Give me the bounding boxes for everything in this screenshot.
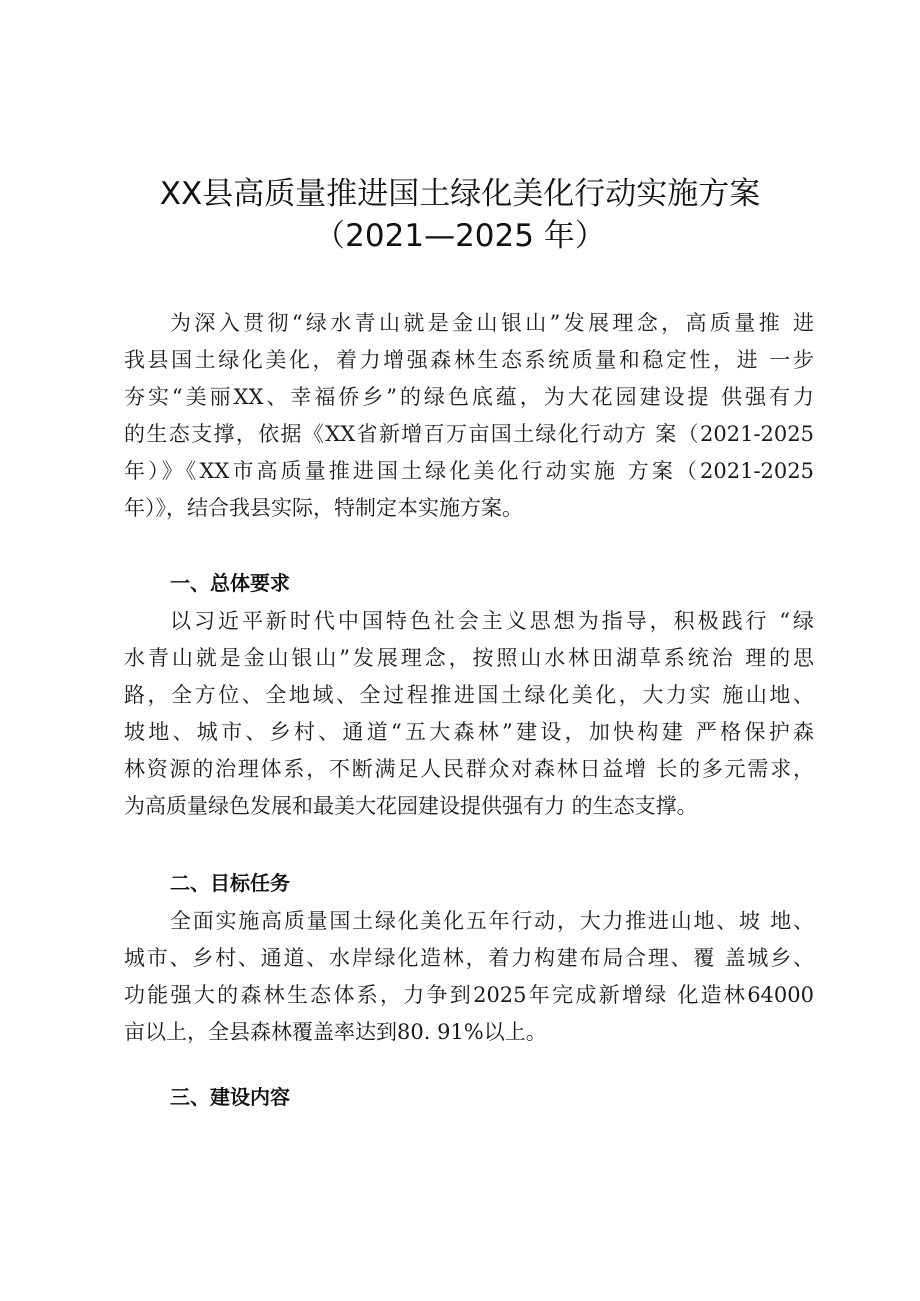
paragraph-line: 夯实“美丽XX、幸福侨乡”的绿色底蕴，为大花园建设提 供强有力 (124, 385, 814, 409)
paragraph-line: 我县国土绿化美化，着力增强森林生态系统质量和稳定性，进 一步 (124, 348, 814, 372)
paragraph-line: 水青山就是金山银山”发展理念，按照山水林田湖草系统治 理的思 (124, 646, 814, 670)
section-heading-goals-tasks: 二、目标任务 (170, 871, 290, 895)
paragraph-line: 路，全方位、全地域、全过程推进国土绿化美化，大力实 施山地、 (124, 683, 814, 707)
paragraph-line: 为高质量绿色发展和最美大花园建设提供强有力 的生态支撑。 (124, 794, 698, 818)
paragraph-line: 坡地、城市、乡村、通道“五大森林”建设，加快构建 严格保护森 (124, 720, 814, 744)
paragraph-line: 年）》《XX市高质量推进国土绿化美化行动实施 方案（2021-2025 (124, 459, 814, 483)
paragraph-line: 功能强大的森林生态体系，力争到2025年完成新增绿 化造林64000 (124, 983, 814, 1007)
paragraph-line: 全面实施高质量国土绿化美化五年行动，大力推进山地、坡 地、 (170, 909, 814, 933)
section-heading-construction-content: 三、建设内容 (170, 1085, 290, 1109)
paragraph-line: 林资源的治理体系，不断满足人民群众对森林日益增 长的多元需求， (124, 757, 814, 781)
paragraph-line: 以习近平新时代中国特色社会主义思想为指导，积极践行 “绿 (170, 609, 814, 633)
paragraph-line: 的生态支撑，依据《XX省新增百万亩国土绿化行动方 案（2021-2025 (124, 422, 814, 446)
intro-paragraph (124, 305, 814, 527)
paragraph-line: 为深入贯彻“绿水青山就是金山银山”发展理念，高质量推 进 (170, 311, 814, 335)
paragraph-line: 城市、乡村、通道、水岸绿化造林，着力构建布局合理、覆 盖城乡、 (124, 946, 814, 970)
paragraph-line: 亩以上，全县森林覆盖率达到80. 91%以上。 (124, 1020, 547, 1044)
section1-paragraph (124, 603, 814, 825)
section2-paragraph (124, 903, 814, 1051)
document-subtitle-years: （2021—2025 年） (314, 218, 606, 254)
section-heading-overall-requirements: 一、总体要求 (170, 571, 290, 595)
paragraph-line: 年）》，结合我县实际，特制定本实施方案。 (124, 496, 523, 520)
document-title: XX县高质量推进国土绿化美化行动实施方案 (159, 176, 761, 212)
